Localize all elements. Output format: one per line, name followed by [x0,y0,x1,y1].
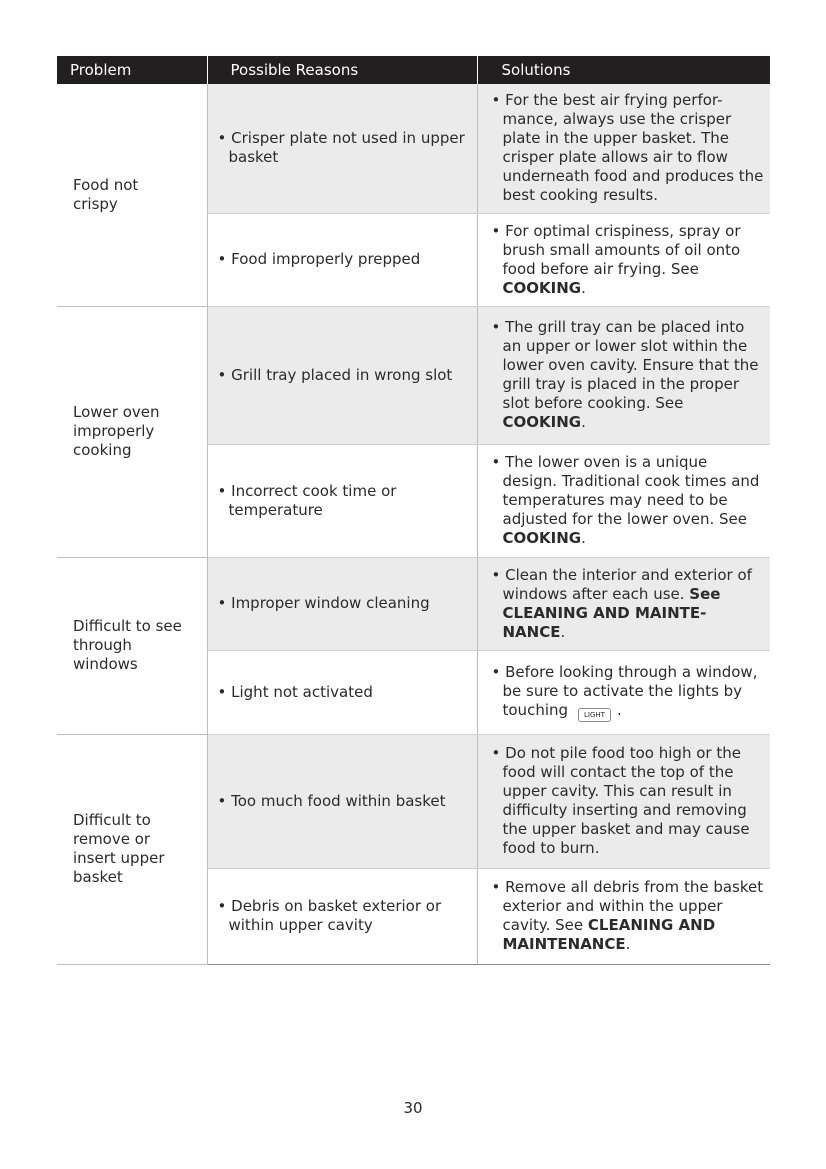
solution-cell: • Before looking through a window, be sure to activate the lights by touching LIGHT . [477,650,770,734]
solution-cell: • The lower oven is a unique design. Traditional cook times and temperatures may need to be adjusted for the lower oven. See COOKING. [477,444,770,557]
reason-cell: • Incorrect cook time or temperature [207,444,477,557]
problem-cell [57,557,207,734]
reason-cell: • Debris on basket exterior or within upper cavity [207,868,477,964]
table-row [57,734,770,868]
page-number: 30 [403,1099,423,1117]
header-possible-reasons: Possible Reasons [207,56,477,84]
header-solutions: Solutions [477,56,770,84]
reason-text: Too much food within basket [231,791,446,810]
solution-cell: • For optimal crispiness, spray or brush small amounts of oil onto food before air frying. See COOKING. [477,213,770,306]
solution-text: For optimal crispiness, spray or brush small amounts of oil onto food before air frying. See [502,221,741,278]
solution-text: The grill tray can be placed into an upper or lower slot within the lower oven cavity. Ensure that the grill tray is placed in the proper slot before cooking. See [502,318,759,412]
table-row [57,84,770,213]
cleaning-reference: See CLEANING AND MAINTE-NANCE [502,584,721,641]
cooking-reference: COOKING [502,529,582,547]
problem-cell [57,84,207,306]
table-header-row [57,56,770,84]
reason-cell: • Light not activated [207,650,477,734]
solution-cell: • Remove all debris from the basket exterior and within the upper cavity. See CLEANING AND MAINTENANCE. [477,868,770,964]
header-problem: Problem [57,56,207,84]
solution-cell: • For the best air frying perfor-mance, always use the crisper plate in the upper basket. The crisper plate allows air to flow underneath food and produces the best cooking results. [477,84,770,213]
reason-cell: • Too much food within basket [207,734,477,868]
problem-text: Lower oven improperly cooking [73,403,160,459]
troubleshooting-table [57,56,770,965]
solution-text: The lower oven is a unique design. Traditional cook times and temperatures may need to be adjusted for the lower oven. See [502,453,760,528]
solution-cell: • Clean the interior and exterior of windows after each use. See CLEANING AND MAINTE-NANCE. [477,557,770,650]
table-row [57,557,770,650]
reason-text: Improper window cleaning [231,594,430,612]
reason-text: Crisper plate not used in upper basket [228,129,465,167]
table-row [57,306,770,444]
problem-text: Difficult to remove or insert upper basket [73,811,165,886]
solution-text: Do not pile food too high or the food will contact the top of the upper cavity. This can result in difficulty inserting and removing the upper basket and may cause food to burn. [502,744,750,857]
reason-text: Incorrect cook time or temperature [228,481,397,519]
reason-cell: • Grill tray placed in wrong slot [207,306,477,444]
reason-cell: • Food improperly prepped [207,213,477,306]
reason-cell: • Improper window cleaning [207,557,477,650]
solution-text: Remove all debris from the basket exterior and within the upper cavity. See [502,878,764,934]
solution-cell: • The grill tray can be placed into an upper or lower slot within the lower oven cavity. Ensure that the grill tray is placed in the proper slot before cooking. See COOKING. [477,306,770,444]
cooking-reference: COOKING [502,413,582,431]
reason-cell: • Crisper plate not used in upper basket [207,84,477,213]
reason-text: Light not activated [231,682,373,701]
problem-text: Food not crispy [73,175,139,213]
problem-cell [57,306,207,557]
solution-text: Before looking through a window, be sure to activate the lights by touching [502,662,758,719]
problem-cell [57,734,207,964]
solution-text: For the best air frying perfor-mance, always use the crisper plate in the upper basket. The crisper plate allows air to flow underneath food and produces the best cooking results. [502,91,764,205]
cleaning-reference: CLEANING AND MAINTENANCE [502,916,716,953]
light-button-icon: LIGHT [578,708,611,722]
reason-text: Grill tray placed in wrong slot [231,365,453,384]
solution-cell: • Do not pile food too high or the food will contact the top of the upper cavity. This can result in difficulty inserting and removing the upper basket and may cause food to burn. [477,734,770,868]
solution-text: Clean the interior and exterior of windows after each use. [502,565,752,603]
cooking-reference: COOKING [502,278,582,297]
problem-text: Difficult to see through windows [73,617,182,673]
reason-text: Food improperly prepped [231,250,421,268]
reason-text: Debris on basket exterior or within upper cavity [228,897,442,934]
